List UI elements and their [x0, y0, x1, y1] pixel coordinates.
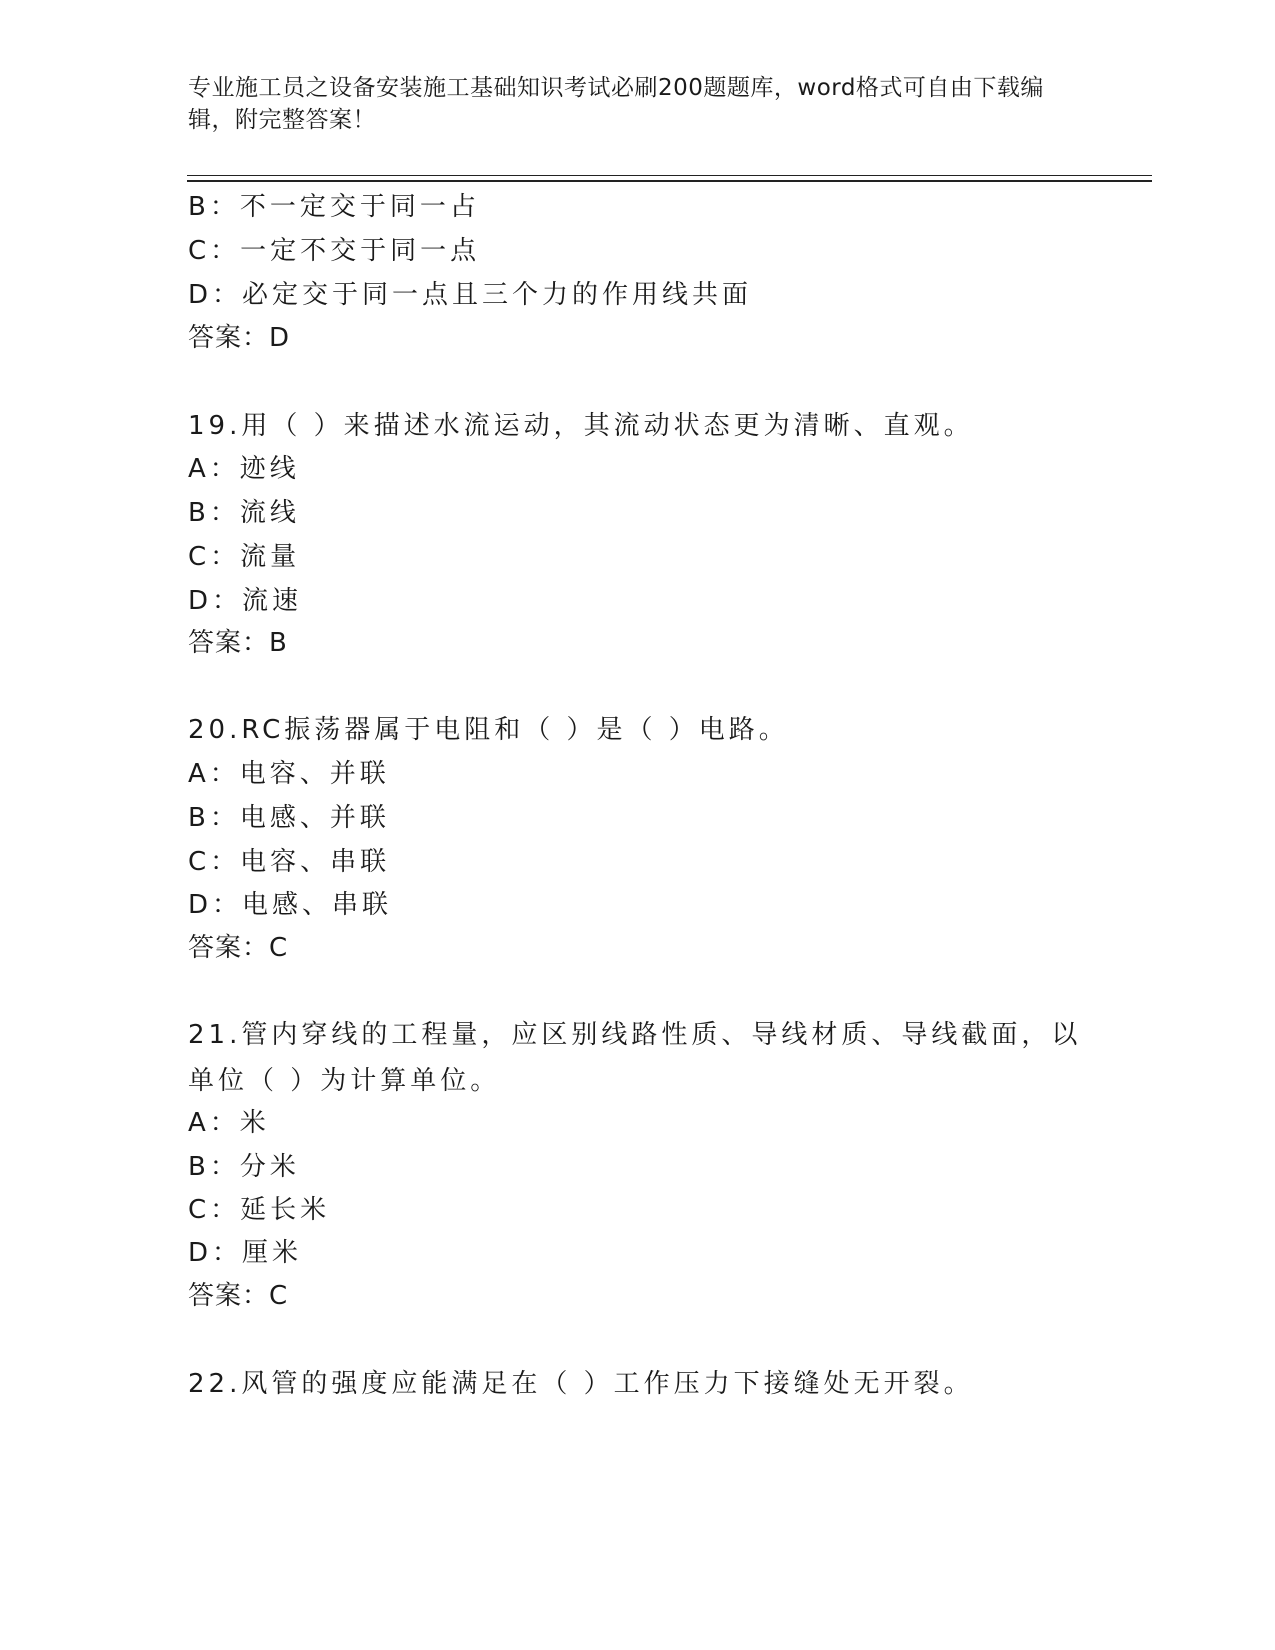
- option-b: B：流线: [188, 498, 300, 528]
- option-c: C：一定不交于同一点: [188, 236, 481, 266]
- option-c: C：流量: [188, 542, 301, 572]
- option-d: D：厘米: [188, 1238, 303, 1268]
- option-c: C：延长米: [188, 1195, 331, 1225]
- option-b: B：电感、并联: [188, 803, 390, 833]
- question-stem: 20.RC振荡器属于电阻和（ ）是（ ）电路。: [188, 715, 789, 745]
- option-b: B：分米: [188, 1152, 300, 1182]
- option-b: B：不一定交于同一占: [188, 192, 480, 222]
- option-a: A：电容、并联: [188, 759, 390, 789]
- question-stem: 19.用（ ）来描述水流运动，其流动状态更为清晰、直观。: [188, 411, 974, 441]
- answer: 答案：C: [188, 1281, 289, 1311]
- question-stem: 22.风管的强度应能满足在（ ）工作压力下接缝处无开裂。: [188, 1369, 974, 1399]
- option-a: A：米: [188, 1108, 270, 1138]
- answer: 答案：D: [188, 323, 291, 353]
- header-divider-thick: [187, 180, 1152, 182]
- header-divider-thin: [187, 175, 1152, 176]
- option-a: A：迹线: [188, 454, 300, 484]
- question-stem: 21.管内穿线的工程量，应区别线路性质、导线材质、导线截面，以单位（ ）为计算单位。: [188, 1020, 1082, 1096]
- option-d: D：电感、串联: [188, 890, 393, 920]
- answer: 答案：B: [188, 628, 288, 658]
- document-header: 专业施工员之设备安装施工基础知识考试必刷200题题库，word格式可自由下载编辑，附完整答案！: [188, 75, 1044, 133]
- answer: 答案：C: [188, 933, 289, 963]
- option-d: D：流速: [188, 586, 303, 616]
- option-d: D：必定交于同一点且三个力的作用线共面: [188, 280, 753, 310]
- option-c: C：电容、串联: [188, 847, 391, 877]
